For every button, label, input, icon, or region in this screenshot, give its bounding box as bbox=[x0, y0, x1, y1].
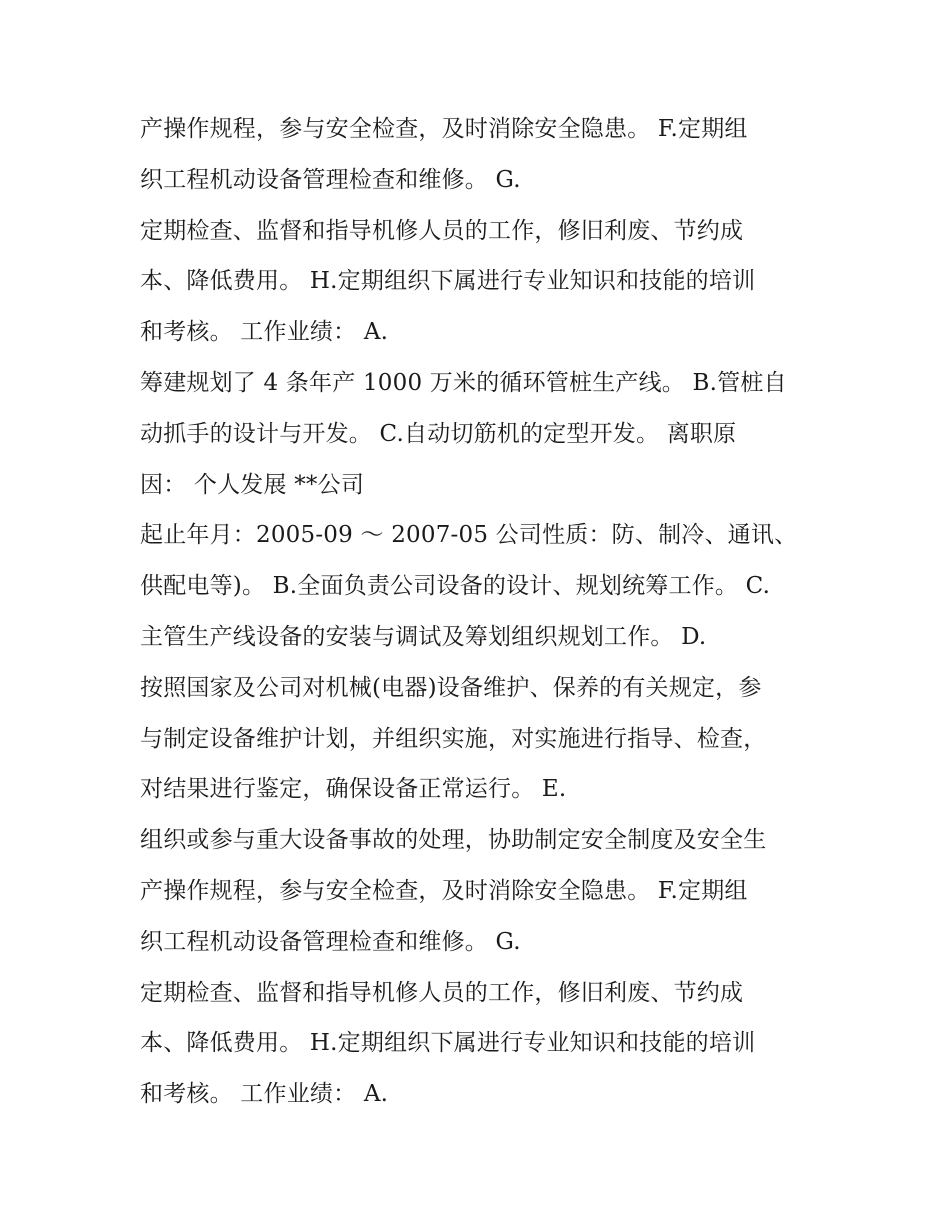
text-line: 定期检查、监督和指导机修人员的工作，修旧利废、节约成 bbox=[140, 217, 744, 244]
text-line: 织工程机动设备管理检查和维修。 G. bbox=[140, 928, 521, 955]
text-line: 供配电等)。 B.全面负责公司设备的设计、规划统筹工作。 C. bbox=[140, 573, 771, 600]
text-line: 产操作规程，参与安全检查，及时消除安全隐患。 F.定期组 bbox=[140, 116, 748, 142]
text-line: 筹建规划了 4 条年产 1000 万米的循环管桩生产线。 B.管桩自 bbox=[140, 369, 787, 396]
text-line: 对结果进行鉴定，确保设备正常运行。 E. bbox=[140, 776, 567, 803]
text-line: 织工程机动设备管理检查和维修。 G. bbox=[140, 166, 521, 193]
text-line: 主管生产线设备的安装与调试及筹划组织规划工作。 D. bbox=[140, 623, 707, 650]
text-line: 按照国家及公司对机械(电器)设备维护、保养的有关规定，参 bbox=[140, 674, 762, 701]
text-line: 本、降低费用。 H.定期组织下属进行专业知识和技能的培训 bbox=[140, 1030, 756, 1057]
text-line: 定期检查、监督和指导机修人员的工作，修旧利废、节约成 bbox=[140, 979, 744, 1006]
text-line: 与制定设备维护计划，并组织实施，对实施进行指导、检查， bbox=[140, 725, 767, 752]
text-line: 本、降低费用。 H.定期组织下属进行专业知识和技能的培训 bbox=[140, 268, 756, 295]
body-text bbox=[140, 104, 840, 1120]
text-line: 动抓手的设计与开发。 C.自动切筋机的定型开发。 离职原 bbox=[140, 420, 737, 447]
text-line: 产操作规程，参与安全检查，及时消除安全隐患。 F.定期组 bbox=[140, 877, 748, 904]
text-line: 组织或参与重大设备事故的处理，协助制定安全制度及安全生 bbox=[140, 827, 767, 854]
text-line: 和考核。 工作业绩： A. bbox=[140, 319, 389, 346]
text-line: 和考核。 工作业绩： A. bbox=[140, 1081, 389, 1108]
text-line: 起止年月：2005-09 ～ 2007-05 公司性质：防、制冷、通讯、 bbox=[140, 522, 798, 549]
text-line: 因： 个人发展 **公司 bbox=[140, 471, 365, 498]
